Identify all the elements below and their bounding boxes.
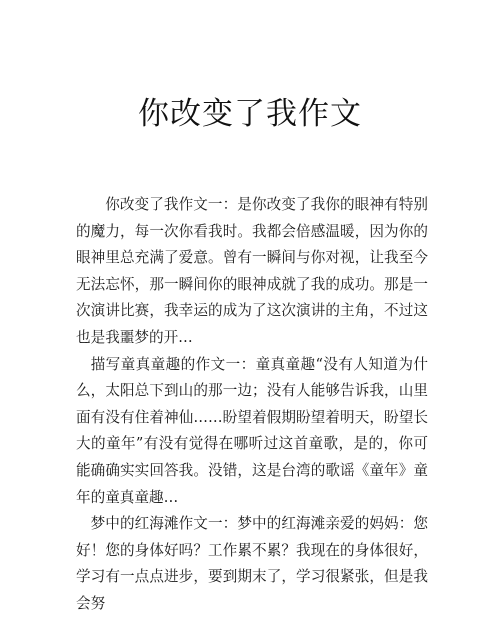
document-body (76, 192, 428, 618)
paragraph-2: 描写童真童趣的作文一：童真童趣“没有人知道为什么，太阳总下到山的那一边；没有人能够告诉我，山里面有没有住着神仙……盼望着假期盼望着明天，盼望长大的童年”有没有觉得在哪听过这首童歌，是的，你可能确确实实回答我。没错，这是台湾的歌谣《童年》童年的童真童趣… (76, 355, 428, 506)
paragraph-1: 你改变了我作文一：是你改变了我你的眼神有特别的魔力，每一次你看我时。我都会倍感温暖，因为你的眼神里总充满了爱意。曾有一瞬间与你对视，让我至今无法忘怀，那一瞬间你的眼神成就了我的成功。那是一次演讲比赛，我幸运的成为了这次演讲的主角，不过这也是我噩梦的开… (76, 196, 428, 346)
document-title: 你改变了我作文 (138, 96, 362, 132)
paragraph-3: 梦中的红海滩作文一：梦中的红海滩亲爱的妈妈：您好！您的身体好吗？工作累不累？我现在的身体很好，学习有一点点进步，要到期末了，学习很紧张，但是我会努 (76, 515, 428, 612)
